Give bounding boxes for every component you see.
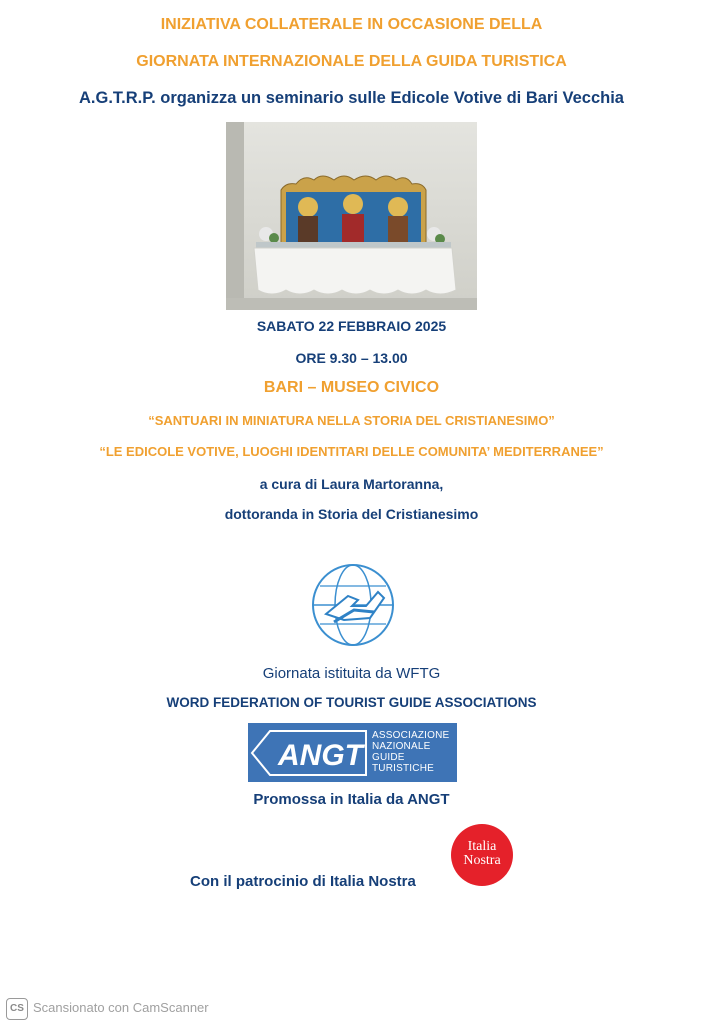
event-date: SABATO 22 FEBBRAIO 2025 [256,318,447,334]
angt-logo-text [372,730,449,774]
italia-nostra-logo-line: Italia [467,839,497,854]
angt-logo-line: GUIDE [372,752,405,763]
angt-logo-line: ASSOCIAZIONE [372,730,450,741]
angt-logo [248,723,457,782]
camscanner-icon: CS [6,998,28,1020]
curator-name: a cura di Laura Martoranna, [259,476,444,492]
wftg-full-name: WORD FEDERATION OF TOURIST GUIDE ASSOCIATIONS [166,695,537,710]
seminar-title-2: “LE EDICOLE VOTIVE, LUOGHI IDENTITARI DELLE COMUNITA’ MEDITERRANEE” [99,444,604,459]
angt-logo-line: NAZIONALE [372,741,431,752]
italia-nostra-logo-line: Nostra [463,853,501,868]
header-line-3: A.G.T.R.P. organizza un seminario sulle Edicole Votive di Bari Vecchia [79,89,624,107]
angt-promoted-text: Promossa in Italia da ANGT [253,791,450,808]
votive-shrine-photo [226,122,477,310]
angt-logo-mark: ANGT [278,739,363,772]
event-time: ORE 9.30 – 13.00 [295,350,408,366]
event-place: BARI – MUSEO CIVICO [263,379,440,396]
header-line-2: GIORNATA INTERNAZIONALE DELLA GUIDA TURISTICA [136,53,567,70]
curator-role: dottoranda in Storia del Cristianesimo [224,506,479,522]
seminar-title-1: “SANTUARI IN MINIATURA NELLA STORIA DEL CRISTIANESIMO” [148,413,555,428]
camscanner-label: Scansionato con CamScanner [33,1000,209,1015]
wftg-globe-hands-logo [304,562,402,648]
italia-nostra-logo [451,824,513,886]
angt-logo-line: TURISTICHE [372,763,434,774]
wftg-established-text: Giornata istituita da WFTG [262,665,441,682]
header-line-1: INIZIATIVA COLLATERALE IN OCCASIONE DELLA [160,16,543,33]
patronage-text: Con il patrocinio di Italia Nostra [190,873,416,890]
